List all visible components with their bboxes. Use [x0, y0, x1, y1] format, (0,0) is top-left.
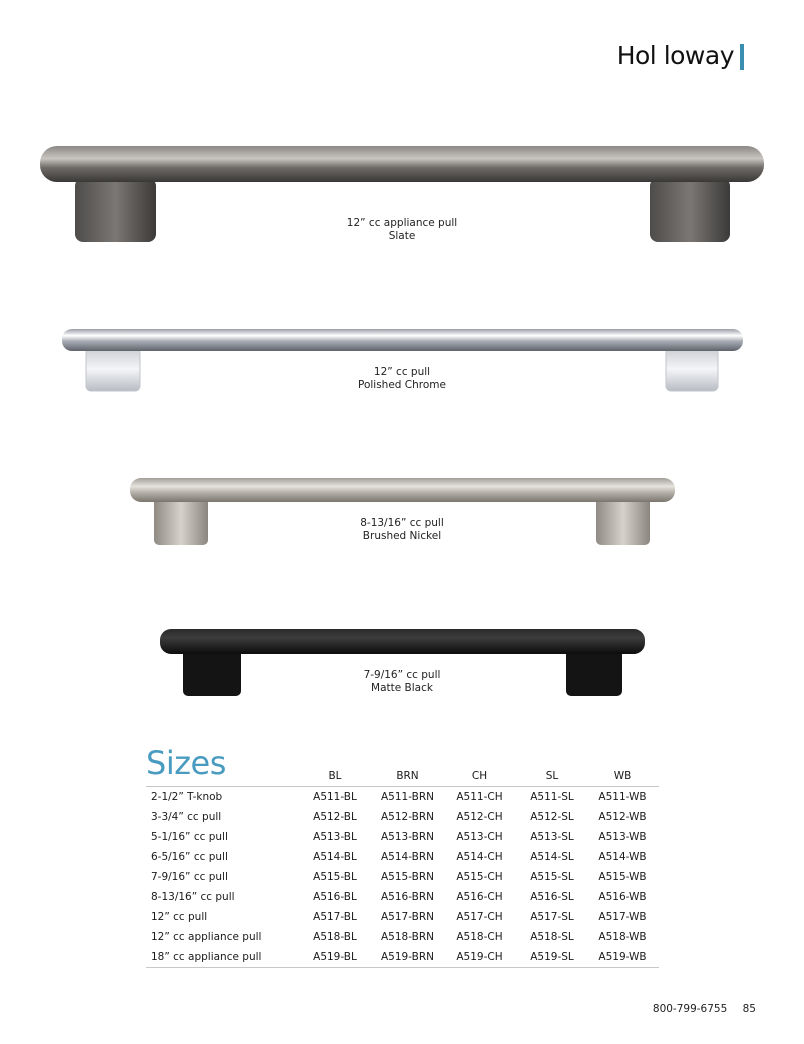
- column-header-bl: BL: [296, 766, 374, 787]
- table-row: [146, 827, 659, 847]
- column-header-ch: CH: [441, 766, 518, 787]
- part-number-cell: A512-BRN: [381, 811, 434, 823]
- part-number-cell: A515-BRN: [381, 871, 434, 883]
- table-header-row: [146, 766, 659, 787]
- part-number-cell: A519-BRN: [374, 947, 441, 968]
- column-header-wb: WB: [586, 766, 659, 787]
- part-number-cell: A516-BL: [313, 891, 357, 903]
- caption-size: 7-9/16” cc pull: [363, 669, 441, 681]
- part-number-cell: A518-CH: [456, 931, 503, 943]
- part-number-cell: A515-BL: [313, 871, 357, 883]
- part-number-cell: A514-BRN: [381, 851, 434, 863]
- part-number-cell: A513-CH: [456, 831, 503, 843]
- part-number-cell: A513-BL: [313, 831, 357, 843]
- caption-chrome: [0, 366, 804, 392]
- size-name-cell: 7-9/16” cc pull: [151, 871, 228, 883]
- table-row: [146, 887, 659, 907]
- table-row: [146, 807, 659, 827]
- part-number-cell: A511-BL: [313, 791, 357, 803]
- part-number-cell: A517-BRN: [381, 911, 434, 923]
- part-number-cell: A512-WB: [598, 811, 647, 823]
- part-number-cell: A514-SL: [530, 851, 574, 863]
- size-name-cell: 8-13/16” cc pull: [151, 891, 235, 903]
- part-number-cell: A513-BRN: [381, 831, 434, 843]
- sizes-heading: Sizes: [146, 744, 226, 782]
- caption-finish: Matte Black: [371, 682, 433, 694]
- size-name-cell: 2-1/2” T-knob: [151, 791, 223, 803]
- part-number-cell: A514-CH: [456, 851, 503, 863]
- part-number-cell: A519-WB: [586, 947, 659, 968]
- table-row: [146, 847, 659, 867]
- caption-size: 8-13/16” cc pull: [360, 517, 444, 529]
- part-number-cell: A516-BRN: [381, 891, 434, 903]
- part-number-cell: A515-WB: [598, 871, 647, 883]
- table-row: [146, 927, 659, 947]
- caption-finish: Slate: [388, 230, 416, 242]
- size-name-cell: 18” cc appliance pull: [146, 947, 296, 968]
- part-number-cell: A519-SL: [518, 947, 586, 968]
- brand-accent-bar: [740, 44, 744, 70]
- sizes-table: [146, 766, 659, 968]
- part-number-cell: A511-BRN: [381, 791, 434, 803]
- phone-number: 800-799-6755: [652, 1003, 728, 1015]
- caption-nickel: [0, 517, 804, 543]
- size-name-cell: 12” cc pull: [151, 911, 208, 923]
- caption-size: 12” cc pull: [373, 366, 431, 378]
- size-name-cell: 5-1/16” cc pull: [151, 831, 228, 843]
- part-number-cell: A518-WB: [598, 931, 647, 943]
- part-number-cell: A511-CH: [456, 791, 503, 803]
- table-row: [146, 867, 659, 887]
- page-footer: [653, 1003, 756, 1015]
- part-number-cell: A514-BL: [313, 851, 357, 863]
- part-number-cell: A518-BRN: [381, 931, 434, 943]
- part-number-cell: A513-SL: [530, 831, 574, 843]
- brand-title: [617, 40, 744, 70]
- caption-black: [0, 669, 804, 695]
- column-header-sl: SL: [518, 766, 586, 787]
- table-row: [146, 907, 659, 927]
- size-name-cell: 3-3/4” cc pull: [151, 811, 222, 823]
- part-number-cell: A517-SL: [530, 911, 574, 923]
- size-name-cell: 6-5/16” cc pull: [151, 851, 228, 863]
- brand-name: Hol loway: [616, 40, 734, 70]
- part-number-cell: A513-WB: [598, 831, 647, 843]
- caption-finish: Polished Chrome: [358, 379, 446, 391]
- table-row: [146, 947, 659, 968]
- part-number-cell: A512-BL: [313, 811, 357, 823]
- part-number-cell: A517-WB: [598, 911, 647, 923]
- part-number-cell: A518-BL: [313, 931, 357, 943]
- part-number-cell: A516-WB: [598, 891, 647, 903]
- caption-size: 12” cc appliance pull: [346, 217, 458, 229]
- part-number-cell: A515-CH: [456, 871, 503, 883]
- part-number-cell: A519-CH: [441, 947, 518, 968]
- part-number-cell: A517-BL: [313, 911, 357, 923]
- column-header-brn: BRN: [374, 766, 441, 787]
- part-number-cell: A518-SL: [530, 931, 574, 943]
- part-number-cell: A514-WB: [598, 851, 647, 863]
- table-row: [146, 787, 659, 808]
- part-number-cell: A515-SL: [530, 871, 574, 883]
- part-number-cell: A519-BL: [296, 947, 374, 968]
- sizes-table-body: [146, 787, 659, 968]
- caption-slate: [0, 217, 804, 243]
- page-number: 85: [742, 1003, 756, 1015]
- part-number-cell: A512-CH: [456, 811, 503, 823]
- caption-finish: Brushed Nickel: [362, 530, 442, 542]
- part-number-cell: A516-SL: [530, 891, 574, 903]
- part-number-cell: A516-CH: [456, 891, 503, 903]
- part-number-cell: A511-WB: [598, 791, 647, 803]
- part-number-cell: A517-CH: [456, 911, 503, 923]
- size-name-cell: 12” cc appliance pull: [151, 931, 262, 943]
- part-number-cell: A511-SL: [530, 791, 574, 803]
- column-header-name: [146, 766, 296, 787]
- part-number-cell: A512-SL: [530, 811, 574, 823]
